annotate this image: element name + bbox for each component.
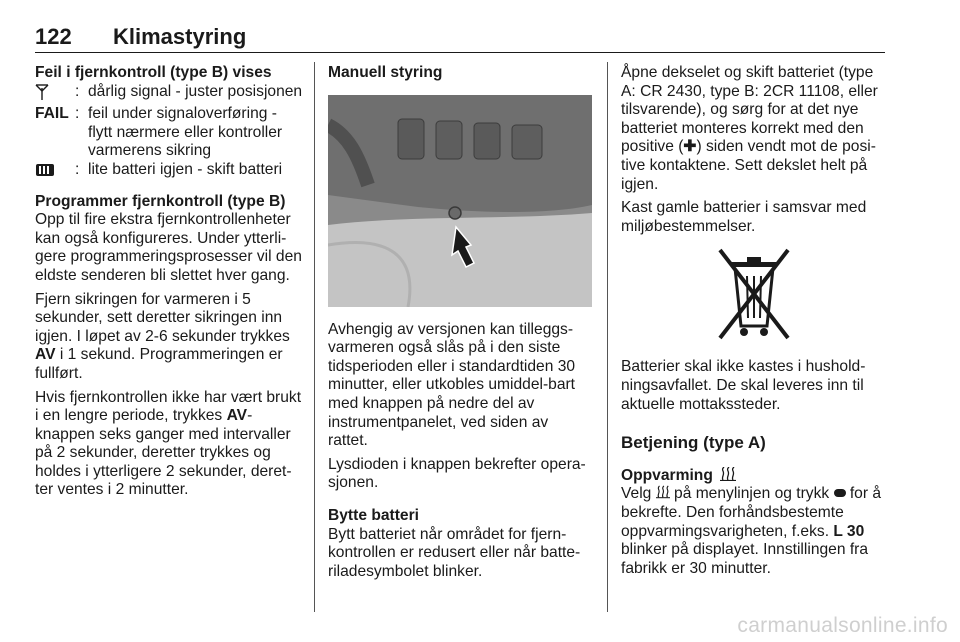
plus-icon: ✚ <box>683 138 697 156</box>
watermark: carmanualsonline.info <box>737 614 948 637</box>
paragraph: Bytt batteriet når området for fjern-kontrollen er redusert eller når batte-riladesymbolet blinker. <box>328 525 581 580</box>
paragraph: Velg på menylinjen og trykk for å bekrefte. Den forhåndsbestemte oppvarmingsvarigheten, f.eks. L 30 blinker på displayet. Innstillingen fra fabrikk er 30 minutter. <box>621 485 882 577</box>
paragraph: Avhengig av versjonen kan tilleggs-varmeren også slås på i den siste tidsperioden eller i standardtiden 30 minutter, eller utkobles umiddel-bart med knappen på nedre del av instrumentpanelet, ved siden av rattet. <box>328 320 576 450</box>
page-header <box>35 22 885 53</box>
paragraph: Kast gamle batterier i samsvar med miljøbestemmelser. <box>621 199 867 235</box>
ok-button-icon <box>834 488 846 498</box>
column-divider <box>607 62 608 612</box>
heading-manual-control: Manuell styring <box>328 64 443 81</box>
legend-desc: dårlig signal - juster posisjonen <box>88 82 303 100</box>
antenna-icon <box>35 83 75 106</box>
column-3 <box>621 64 887 583</box>
paragraph: Opp til fire ekstra fjernkontrollenheter kan også konfigureres. Under ytterli-gere programmeringsprosesser vil den eldste senderen bli slettet hver gang. <box>35 211 302 284</box>
section-title: Klimastyring <box>113 24 247 49</box>
heat-icon <box>720 467 736 481</box>
column-1 <box>35 64 303 505</box>
heading-replace-battery: Bytte batteri <box>328 506 419 524</box>
legend-desc: feil under signaloverføring - flytt nærmere eller kontroller varmerens sikring <box>88 105 283 160</box>
paragraph: Hvis fjernkontrollen ikke har vært brukt i en lengre periode, trykkes AV-knappen seks ganger med intervaller på 2 sekunder, deretter trykkes og holdes i ytterligere 2 sekunder, deret-ter ventes i 2 minutter. <box>35 388 302 499</box>
page-number: 122 <box>35 24 72 49</box>
heading-operation-type-a: Betjening (type A) <box>621 433 766 453</box>
error-legend <box>35 83 303 183</box>
crossed-bin-icon <box>714 246 794 346</box>
column-divider <box>314 62 315 612</box>
legend-separator: : <box>75 160 80 178</box>
paragraph: Åpne dekselet og skift batteriet (type A: CR 2430, type B: 2CR 11108, eller tilsvarende), og sørg for at det nye batteriet monteres korrekt med den positive (✚) siden vendt mot de posi-tive kontaktene. Sett dekslet helt på igjen. <box>621 64 878 193</box>
paragraph: Fjern sikringen for varmeren i 5 sekunder, sett deretter sikringen inn igjen. I løpet av 2-6 sekunder trykkes AV i 1 sekund. Programmeringen er fullført. <box>35 290 290 382</box>
dashboard-button-photo <box>328 95 592 307</box>
battery-icon <box>35 161 75 183</box>
heading-program-remote: Programmer fjernkontroll (type B) <box>35 192 286 210</box>
heat-icon <box>656 485 670 499</box>
legend-row-battery <box>35 161 303 183</box>
column-2 <box>328 64 592 586</box>
legend-separator: : <box>75 82 80 100</box>
heading-heating: Oppvarming <box>621 467 887 486</box>
paragraph: Batterier skal ikke kastes i hushold-ningsavfallet. De skal leveres inn til aktuelle mottakssteder. <box>621 358 866 413</box>
legend-row-signal <box>35 83 303 106</box>
paragraph: Lysdioden i knappen bekrefter opera-sjonen. <box>328 455 586 492</box>
legend-separator: : <box>75 105 80 123</box>
heading-remote-errors: Feil i fjernkontroll (type B) vises <box>35 64 272 81</box>
legend-row-fail <box>35 105 303 161</box>
legend-desc: lite batteri igjen - skift batteri <box>88 160 283 178</box>
fail-label: FAIL <box>35 105 69 123</box>
